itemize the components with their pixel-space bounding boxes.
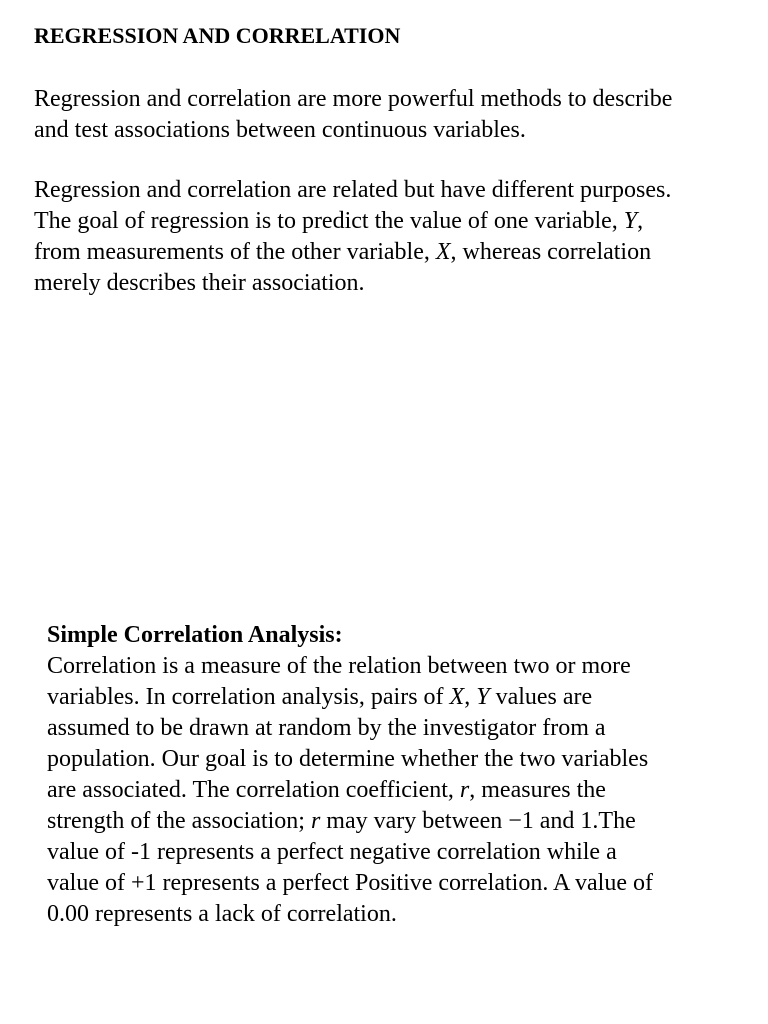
text-line: 0.00 represents a lack of correlation. [47, 901, 397, 927]
text-segment: , measures the [469, 777, 606, 803]
text-segment: are associated. The correlation coefficient, [47, 777, 460, 803]
text-line [34, 237, 734, 268]
text-line: value of +1 represents a perfect Positive correlation. A value of [47, 870, 653, 896]
section-body [47, 651, 747, 930]
variable-x: X [435, 239, 451, 265]
text-segment: The goal of regression is to predict the value of one variable, [34, 208, 624, 234]
simple-correlation-section [47, 620, 747, 930]
text-segment: values are [489, 684, 593, 710]
text-line: merely describes their association. [34, 270, 365, 296]
text-segment: , [464, 684, 477, 710]
text-line: and test associations between continuous variables. [34, 117, 526, 143]
text-line: Regression and correlation are more powerful methods to describe [34, 86, 673, 112]
text-segment: , whereas correlation [450, 239, 652, 265]
variable-x: X [449, 684, 465, 710]
text-segment: , [637, 208, 644, 234]
purpose-paragraph [34, 175, 734, 299]
section-heading: Simple Correlation Analysis: [47, 622, 343, 648]
text-segment: from measurements of the other variable, [34, 239, 436, 265]
variable-y: Y [623, 208, 638, 234]
text-segment: variables. In correlation analysis, pairs of [47, 684, 450, 710]
text-line: population. Our goal is to determine whether the two variables [47, 746, 649, 772]
text-segment: strength of the association; [47, 808, 311, 834]
text-line [47, 682, 747, 713]
text-line [34, 206, 734, 237]
text-line [47, 775, 747, 806]
text-line: value of -1 represents a perfect negative correlation while a [47, 839, 617, 865]
variable-r: r [459, 777, 470, 803]
text-line: Correlation is a measure of the relation between two or more [47, 653, 631, 679]
text-line: Regression and correlation are related but have different purposes. [34, 177, 672, 203]
page-title: REGRESSION AND CORRELATION [34, 23, 401, 48]
text-segment: may vary between −1 and 1.The [320, 808, 636, 834]
text-line [47, 806, 747, 837]
variable-r: r [310, 808, 321, 834]
intro-paragraph [34, 84, 734, 146]
variable-y: Y [476, 684, 490, 710]
text-line: assumed to be drawn at random by the investigator from a [47, 715, 606, 741]
